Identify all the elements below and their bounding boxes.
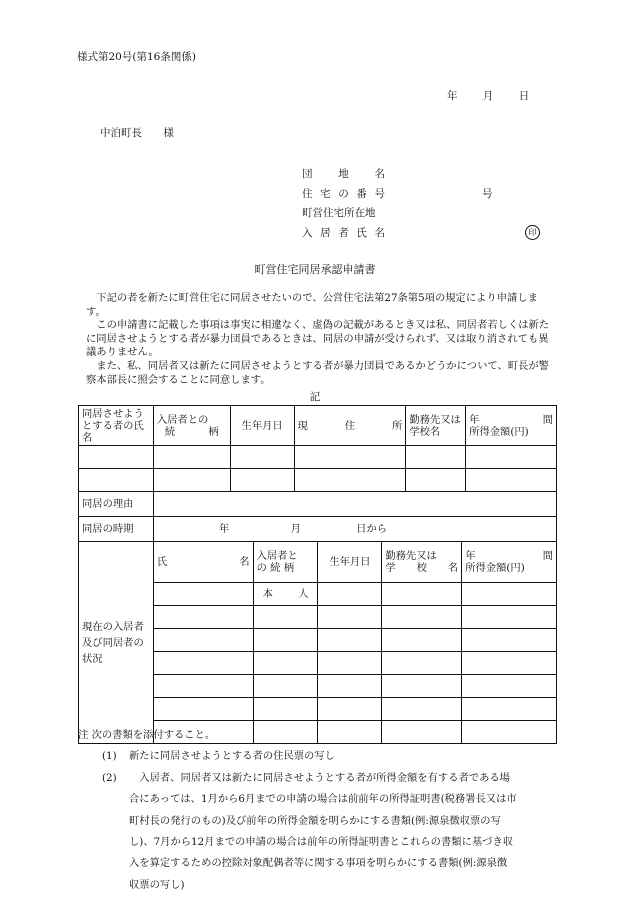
ki-heading: 記 xyxy=(309,391,321,403)
cell-input[interactable] xyxy=(153,698,253,721)
addressee xyxy=(100,125,174,140)
seal-mark: 印 xyxy=(525,225,540,240)
period-year: 年 xyxy=(219,523,230,535)
cell-input[interactable] xyxy=(406,469,466,492)
cell-input[interactable] xyxy=(382,675,462,698)
cell-input[interactable] xyxy=(153,583,253,606)
period-month: 月 xyxy=(290,523,301,535)
paragraph-1: 下記の者を新たに町営住宅に同居させたいので、公営住宅法第27条第5項の規定により申請します。 xyxy=(86,292,538,318)
cell-input[interactable] xyxy=(462,606,557,629)
header-res-relation: 入居者と の 続 柄 xyxy=(253,542,318,583)
cell-input[interactable] xyxy=(406,446,466,469)
resident-name-label: 入 居 者 氏 名 xyxy=(302,226,385,239)
residents-side-label: 現在の入居者及び同居者の状況 xyxy=(79,542,154,744)
group-name-label: 団 地 名 xyxy=(302,168,385,181)
location-label: 町営住宅所在地 xyxy=(302,207,376,220)
date-day: 日 xyxy=(518,90,530,102)
cell-input[interactable] xyxy=(466,446,557,469)
cell-input[interactable] xyxy=(466,469,557,492)
applicant-row-location xyxy=(302,203,385,223)
cell-input[interactable] xyxy=(253,629,318,652)
addressee-name: 中泊町長 xyxy=(100,127,142,139)
cell-input[interactable] xyxy=(253,606,318,629)
cell-input[interactable] xyxy=(318,652,382,675)
table-row xyxy=(79,446,557,469)
addressee-honorific: 様 xyxy=(163,127,174,139)
note-item-2: (2) 入居者、同居者又は新たに同居させようとする者が所得金額を有する者である場 合にあっては、1月から6月までの申請の場合は前前年の所得証明書(税務署長又は市 町村長の発行のもの)及び前年の所得金額を明らかにする書類(例:源泉徴収票の写 し)、7月から12月までの申請の場合は前年の所得証明書とこれらの書類に基づき収 入を算定するための控除対象配偶者等に関する事項を明らかにする書類(例:源泉徴 収票の写し) xyxy=(102,771,517,891)
cell-input[interactable] xyxy=(153,629,253,652)
table-row xyxy=(79,469,557,492)
cell-input[interactable] xyxy=(462,652,557,675)
cell-input[interactable] xyxy=(318,606,382,629)
period-label: 同居の時期 xyxy=(79,517,154,542)
cell-input[interactable] xyxy=(79,446,154,469)
header-income: 年 間 所得金額(円) xyxy=(466,406,557,446)
paragraph-2: この申請書に記載した事項は事実に相違なく、虚偽の記載があるとき又は私、同居者若しくは新たに同居させようとする者が暴力団員であるときは、同居の申請が受けられず、又は取り消されても異議ありません。 xyxy=(86,319,550,359)
cell-input[interactable] xyxy=(253,652,318,675)
applicant-row-resident xyxy=(302,223,537,243)
cell-input[interactable] xyxy=(462,675,557,698)
form-number: 様式第20号(第16条関係) xyxy=(77,51,196,63)
cell-input[interactable] xyxy=(318,629,382,652)
cell-input[interactable] xyxy=(382,629,462,652)
header-birth: 生年月日 xyxy=(230,406,294,446)
header-work: 勤務先又は学校名 xyxy=(406,406,466,446)
cell-input[interactable] xyxy=(230,446,294,469)
applicant-row-number xyxy=(302,184,493,204)
cell-input[interactable] xyxy=(253,698,318,721)
declaration-text xyxy=(86,292,554,387)
cell-input[interactable] xyxy=(153,675,253,698)
house-number-suffix: 号 xyxy=(482,187,493,200)
cell-input[interactable] xyxy=(462,698,557,721)
reason-field[interactable] xyxy=(154,492,557,517)
cell-input[interactable] xyxy=(153,606,253,629)
cell-input[interactable] xyxy=(462,583,557,606)
cell-input[interactable] xyxy=(318,675,382,698)
new-cohabitant-table xyxy=(78,405,557,492)
header-new-name: 同居させようとする者の氏名 xyxy=(79,406,154,446)
notes-intro: 注 次の書類を添付すること。 xyxy=(78,729,216,741)
header-relation: 入居者との 続 柄 xyxy=(153,406,230,446)
current-residents-table xyxy=(78,541,557,744)
header-res-name: 氏 名 xyxy=(153,542,253,583)
period-field[interactable] xyxy=(154,517,557,542)
cell-input[interactable] xyxy=(318,583,382,606)
cell-input[interactable] xyxy=(79,469,154,492)
applicant-row-group xyxy=(302,164,385,184)
applicant-block xyxy=(302,164,537,242)
house-number-label: 住 宅 の 番 号 xyxy=(302,187,385,200)
cell-input[interactable] xyxy=(382,583,462,606)
cell-input[interactable] xyxy=(382,652,462,675)
cell-input[interactable] xyxy=(318,698,382,721)
date-month: 月 xyxy=(482,90,494,102)
date-year: 年 xyxy=(447,90,458,102)
header-res-income: 年 間 所得金額(円) xyxy=(462,542,557,583)
period-from: 日から xyxy=(356,523,388,535)
reason-label: 同居の理由 xyxy=(79,492,154,517)
date-line xyxy=(447,88,529,103)
cell-input[interactable] xyxy=(153,446,230,469)
cell-input[interactable] xyxy=(294,446,406,469)
cell-input[interactable] xyxy=(230,469,294,492)
notes-section xyxy=(78,725,558,896)
cell-input[interactable] xyxy=(153,469,230,492)
document-title: 町営住宅同居承認申請書 xyxy=(254,263,376,276)
cell-input[interactable] xyxy=(382,606,462,629)
cell-input[interactable] xyxy=(462,629,557,652)
cell-input[interactable] xyxy=(382,698,462,721)
paragraph-3: また、私、同居者又は新たに同居させようとする者が暴力団員であるかどうかについて、町長が警察本部長に照会することに同意します。 xyxy=(86,359,549,386)
reason-period-table xyxy=(78,491,557,542)
header-res-birth: 生年月日 xyxy=(318,542,382,583)
cell-input[interactable] xyxy=(294,469,406,492)
cell-input[interactable] xyxy=(153,652,253,675)
cell-input[interactable] xyxy=(253,675,318,698)
self-relation-cell: 本 人 xyxy=(253,583,318,606)
note-item-1: (1) 新たに同居させようとする者の住民票の写し xyxy=(102,750,335,763)
header-address: 現 住 所 xyxy=(294,406,406,446)
header-res-work: 勤務先又は 学 校 名 xyxy=(382,542,462,583)
